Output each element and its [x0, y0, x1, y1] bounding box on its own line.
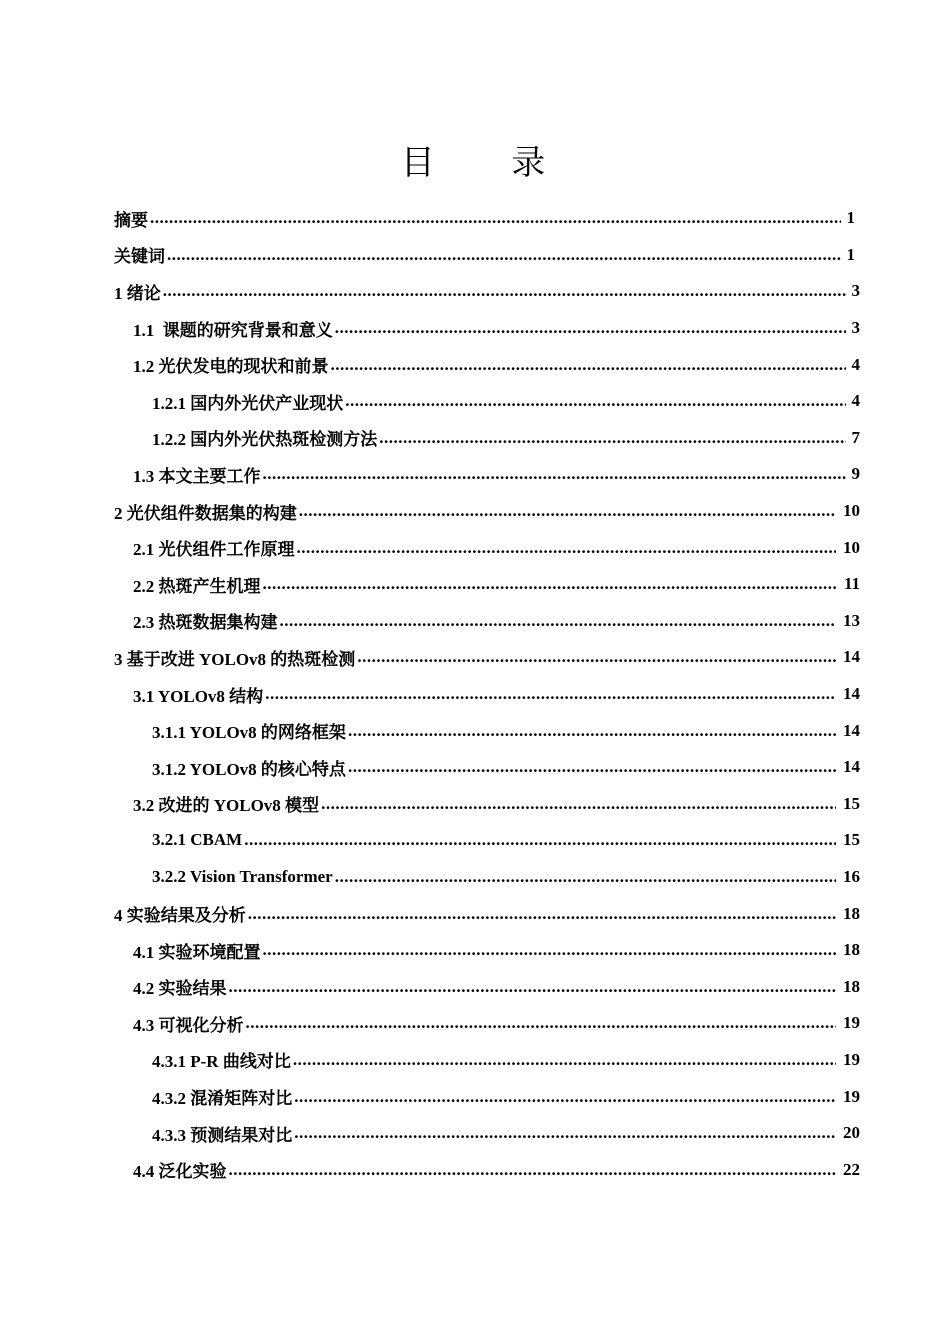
toc-leader-dots: [229, 1160, 837, 1180]
toc-entry-4-3[interactable]: [0, 1005, 860, 1042]
toc-entry-page: 4: [851, 391, 860, 411]
toc-entry-page: 10: [843, 501, 860, 521]
toc-entry-ch4[interactable]: [0, 895, 860, 932]
toc-entry-4-4[interactable]: [0, 1151, 860, 1188]
toc-leader-dots: [263, 464, 847, 484]
toc-title: 目 录: [400, 145, 580, 182]
toc-entry-1-2-2[interactable]: [0, 420, 860, 457]
toc-entry-label: 摘要: [114, 210, 148, 230]
toc-entry-4-3-1[interactable]: [0, 1042, 860, 1079]
toc-entry-3-1[interactable]: [0, 676, 860, 713]
toc-entry-2-2[interactable]: [0, 566, 860, 603]
toc-entry-page: 10: [843, 537, 860, 557]
toc-leader-dots: [263, 940, 837, 960]
toc-entry-label: 4.2 实验结果: [133, 979, 227, 999]
toc-entry-page: 15: [843, 793, 860, 813]
toc-leader-dots: [331, 355, 847, 375]
toc-entry-page: 14: [843, 720, 860, 740]
toc-entry-page: 19: [843, 1086, 860, 1106]
toc-entry-label: 4 实验结果及分析: [114, 906, 246, 926]
toc-entry-2-1[interactable]: [0, 529, 860, 566]
toc-entry-page: 11: [843, 574, 860, 594]
toc-entry-4-2[interactable]: [0, 968, 860, 1005]
toc-leader-dots: [280, 611, 837, 631]
toc-entry-page: 7: [851, 427, 860, 447]
toc-entry-label: 1.2.1 国内外光伏产业现状: [152, 393, 344, 413]
toc-entry-page: 9: [851, 464, 860, 484]
toc-entry-page: 20: [843, 1123, 860, 1143]
toc-leader-dots: [294, 1087, 836, 1107]
toc-entry-3-2-1[interactable]: [0, 822, 860, 859]
toc-leader-dots: [163, 281, 846, 301]
toc-entry-2-3[interactable]: [0, 603, 860, 640]
toc-entry-abstract[interactable]: [0, 200, 855, 237]
toc-entry-ch3[interactable]: [0, 639, 860, 676]
toc-entry-label: 3.2.2 Vision Transformer: [152, 866, 333, 886]
toc-entry-page: 19: [843, 1013, 860, 1033]
toc-entry-label: 2.3 热斑数据集构建: [133, 613, 278, 633]
toc-entry-label: 4.3 可视化分析: [133, 1015, 244, 1035]
toc-entry-label: 4.3.1 P-R 曲线对比: [152, 1052, 291, 1072]
toc-leader-dots: [294, 1123, 836, 1143]
toc-entry-label: 3 基于改进 YOLOv8 的热斑检测: [114, 649, 356, 669]
toc-leader-dots: [297, 538, 837, 558]
toc-leader-dots: [167, 245, 841, 265]
toc-entry-label: 2.1 光伏组件工作原理: [133, 540, 295, 560]
toc-entry-3-1-1[interactable]: [0, 712, 860, 749]
toc-leader-dots: [248, 904, 836, 924]
toc-leader-dots: [335, 867, 836, 887]
toc-leader-dots: [265, 684, 836, 704]
toc-entry-1-2[interactable]: [0, 346, 860, 383]
toc-entry-label: 1.2.2 国内外光伏热斑检测方法: [152, 430, 378, 450]
toc-entry-ch2[interactable]: [0, 493, 860, 530]
toc-entry-1-2-1[interactable]: [0, 383, 860, 420]
toc-entry-label: 4.1 实验环境配置: [133, 942, 261, 962]
toc-entry-page: 18: [843, 940, 860, 960]
toc-entry-page: 3: [851, 281, 860, 301]
toc-entry-label: 4.3.3 预测结果对比: [152, 1125, 293, 1145]
toc-entry-label: 3.2.1 CBAM: [152, 830, 243, 850]
toc-entry-page: 4: [851, 354, 860, 374]
toc-list: [0, 200, 950, 1188]
toc-entry-page: 15: [843, 830, 860, 850]
toc-entry-page: 14: [843, 684, 860, 704]
toc-entry-4-3-2[interactable]: [0, 1078, 860, 1115]
toc-entry-keywords[interactable]: [0, 237, 855, 274]
toc-leader-dots: [244, 830, 836, 850]
toc-entry-3-1-2[interactable]: [0, 749, 860, 786]
toc-entry-label: 4.3.2 混淆矩阵对比: [152, 1089, 293, 1109]
toc-entry-1-1[interactable]: [0, 310, 860, 347]
toc-entry-label: 1.1 课题的研究背景和意义: [133, 320, 333, 340]
toc-entry-label: 1 绪论: [114, 283, 161, 303]
toc-entry-page: 18: [843, 903, 860, 923]
toc-leader-dots: [229, 977, 837, 997]
toc-entry-1-3[interactable]: [0, 456, 860, 493]
toc-entry-3-2[interactable]: [0, 786, 860, 823]
toc-entry-label: 3.1.1 YOLOv8 的网络框架: [152, 723, 346, 743]
toc-leader-dots: [263, 574, 837, 594]
toc-entry-label: 3.1 YOLOv8 结构: [133, 686, 264, 706]
toc-leader-dots: [246, 1013, 837, 1033]
toc-entry-page: 1: [846, 208, 855, 228]
toc-entry-page: 1: [846, 244, 855, 264]
toc-entry-label: 1.2 光伏发电的现状和前景: [133, 357, 329, 377]
toc-leader-dots: [379, 428, 846, 448]
toc-entry-page: 18: [843, 976, 860, 996]
toc-leader-dots: [348, 721, 836, 741]
toc-entry-page: 13: [843, 610, 860, 630]
toc-leader-dots: [150, 208, 841, 228]
toc-entry-3-2-2[interactable]: [0, 859, 860, 896]
toc-entry-page: 3: [851, 318, 860, 338]
toc-entry-page: 22: [843, 1159, 860, 1179]
toc-entry-page: 14: [843, 757, 860, 777]
toc-entry-ch1[interactable]: [0, 273, 860, 310]
toc-leader-dots: [345, 391, 846, 411]
toc-entry-page: 14: [843, 647, 860, 667]
toc-entry-page: 16: [843, 866, 860, 886]
toc-leader-dots: [293, 1050, 836, 1070]
toc-leader-dots: [299, 501, 836, 521]
toc-leader-dots: [335, 318, 846, 338]
toc-entry-label: 3.1.2 YOLOv8 的核心特点: [152, 759, 346, 779]
toc-entry-label: 2.2 热斑产生机理: [133, 576, 261, 596]
toc-leader-dots: [348, 757, 836, 777]
toc-entry-4-1[interactable]: [0, 932, 860, 969]
toc-entry-label: 2 光伏组件数据集的构建: [114, 503, 297, 523]
toc-leader-dots: [357, 647, 836, 667]
toc-leader-dots: [321, 794, 836, 814]
toc-entry-label: 3.2 改进的 YOLOv8 模型: [133, 796, 320, 816]
toc-entry-label: 1.3 本文主要工作: [133, 466, 261, 486]
toc-entry-label: 关键词: [114, 247, 165, 267]
toc-entry-page: 19: [843, 1049, 860, 1069]
toc-entry-4-3-3[interactable]: [0, 1115, 860, 1152]
toc-entry-label: 4.4 泛化实验: [133, 1162, 227, 1182]
